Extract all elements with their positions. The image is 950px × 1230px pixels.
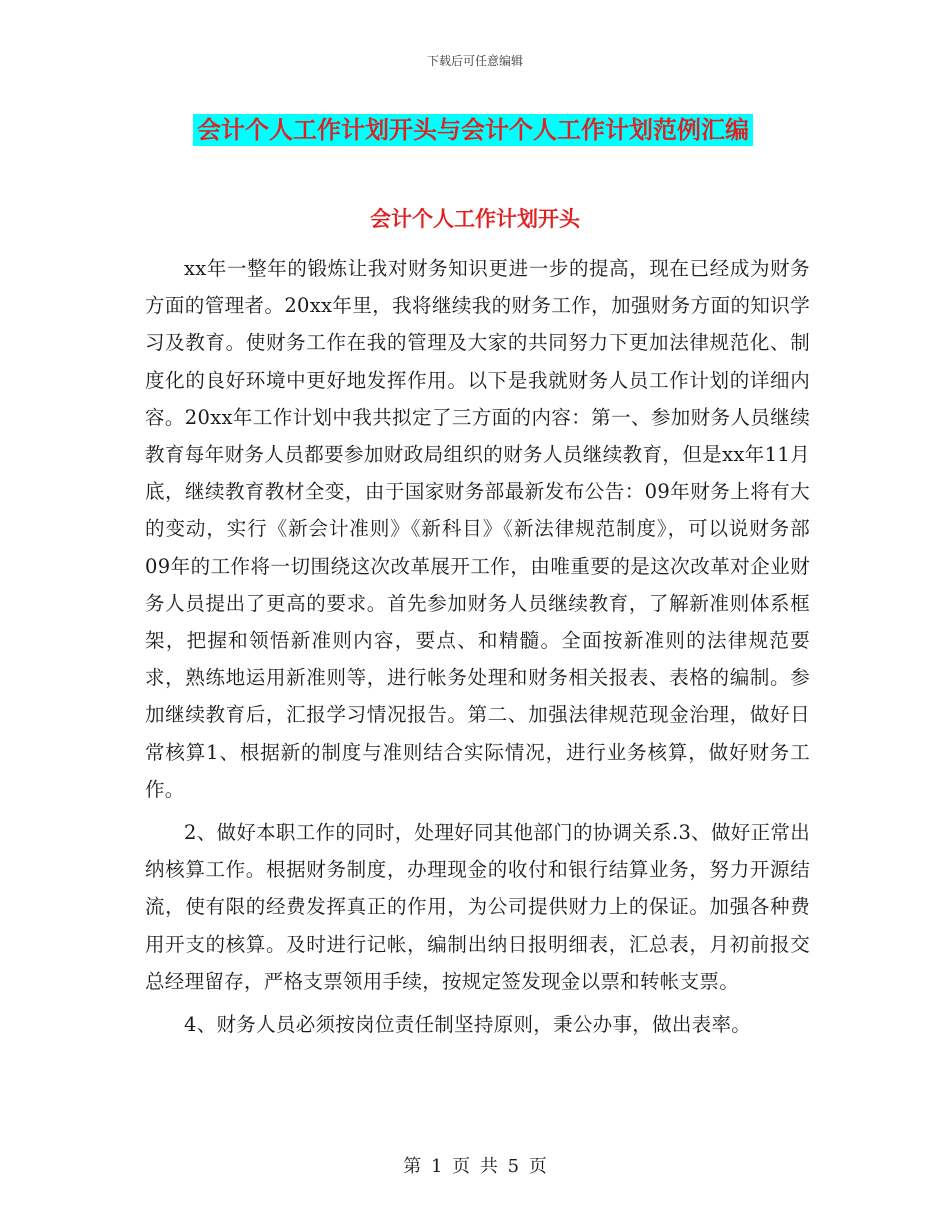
paragraph-2: 2、做好本职工作的同时，处理好同其他部门的协调关系.3、做好正常出纳核算工作。根据财务制度，办理现金的收付和银行结算业务，努力开源结流，使有限的经费发挥真正的作用，为公司提供财力上的保证。加强各种费用开支的核算。及时进行记帐，编制出纳日报明细表，汇总表，月初前报交总经理留存，严格支票领用手续，按规定签发现金以票和转帐支票。 [145, 821, 810, 993]
page-indicator: 第 1 页 共 5 页 [403, 1156, 547, 1177]
document-main-title: 会计个人工作计划开头与会计个人工作计划范例汇编 [193, 114, 753, 146]
section-title: 会计个人工作计划开头 [370, 207, 580, 231]
paragraph-3: 4、财务人员必须按岗位责任制坚持原则，秉公办事，做出表率。 [184, 1013, 752, 1037]
document-body [145, 250, 810, 1049]
header-note: 下载后可任意编辑 [426, 54, 523, 68]
paragraph-1: xx年一整年的锻炼让我对财务知识更进一步的提高，现在已经成为财务方面的管理者。20xx年里，我将继续我的财务工作，加强财务方面的知识学习及教育。使财务工作在我的管理及大家的共同努力下更加法律规范化、制度化的良好环境中更好地发挥作用。以下是我就财务人员工作计划的详细内容。20xx年工作计划中我共拟定了三方面的内容：第一、参加财务人员继续教育每年财务人员都要参加财政局组织的财务人员继续教育，但是xx年11月底，继续教育教材全变，由于国家财务部最新发布公告：09年财务上将有大的变动，实行《新会计准则》《新科目》《新法律规范制度》，可以说财务部09年的工作将一切围绕这次改革展开工作，由唯重要的是这次改革对企业财务人员提出了更高的要求。首先参加财务人员继续教育，了解新准则体系框架，把握和领悟新准则内容，要点、和精髓。全面按新准则的法律规范要求，熟练地运用新准则等，进行帐务处理和财务相关报表、表格的编制。参加继续教育后，汇报学习情况报告。第二、加强法律规范现金治理，做好日常核算1、根据新的制度与准则结合实际情况，进行业务核算，做好财务工作。 [145, 257, 810, 801]
